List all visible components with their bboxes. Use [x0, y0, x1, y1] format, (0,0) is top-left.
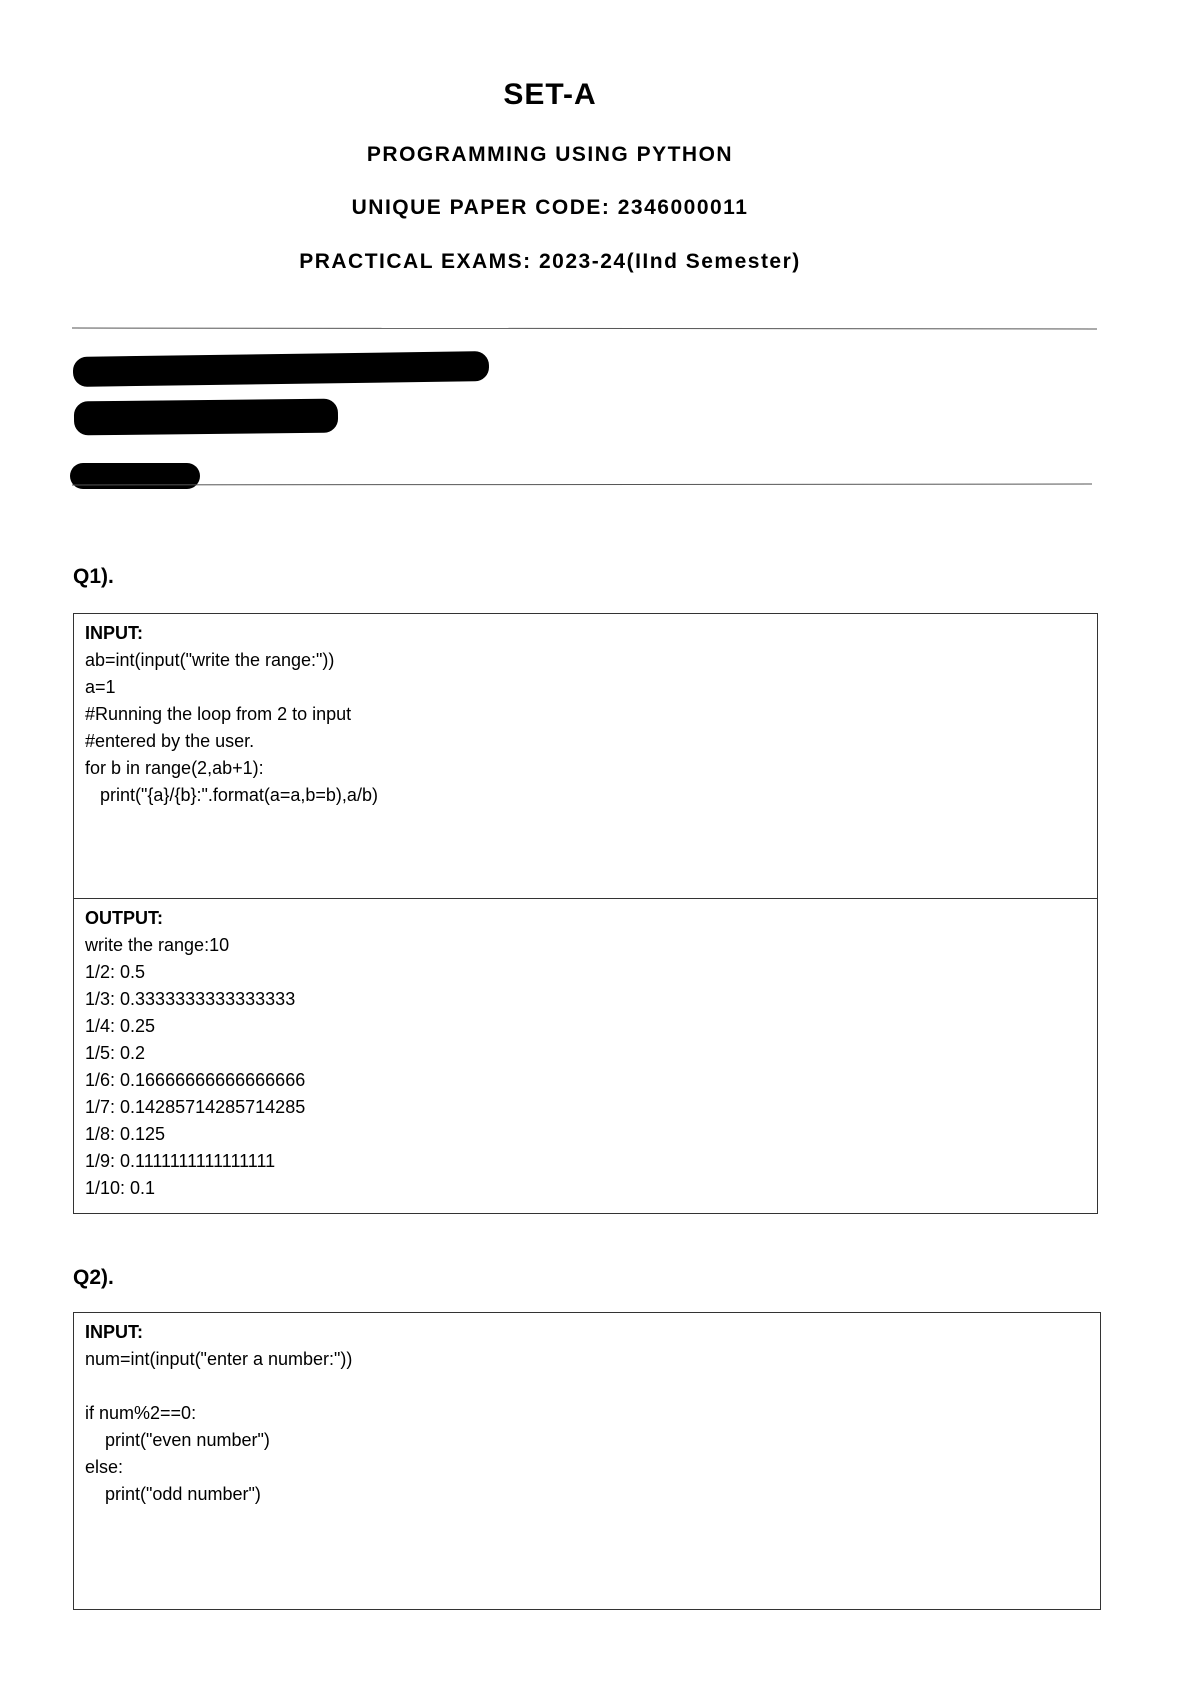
output-line: 1/2: 0.5 — [85, 962, 146, 982]
question-2-input-section — [74, 1313, 1100, 1508]
code-line: print("{a}/{b}:".format(a=a,b=b),a/b) — [85, 785, 378, 805]
set-title: SET-A — [503, 78, 597, 111]
code-line: #entered by the user. — [85, 731, 255, 751]
input-heading: INPUT: — [85, 623, 143, 643]
code-line: num=int(input("enter a number:")) — [85, 1349, 353, 1369]
redaction-mark — [73, 351, 489, 387]
divider-bottom — [72, 484, 1092, 486]
redaction-mark — [74, 399, 338, 436]
code-line: #Running the loop from 2 to input — [85, 704, 352, 724]
paper-code: UNIQUE PAPER CODE: 2346000011 — [351, 196, 749, 219]
output-heading: OUTPUT: — [85, 908, 163, 928]
question-1-input-section — [74, 614, 1097, 899]
output-line: 1/9: 0.1111111111111111 — [85, 1151, 276, 1171]
output-line: 1/3: 0.3333333333333333 — [85, 989, 296, 1009]
question-1-label: Q1). — [73, 565, 114, 588]
divider-top — [72, 328, 1097, 330]
output-line: 1/4: 0.25 — [85, 1016, 156, 1036]
code-line: else: — [85, 1457, 124, 1477]
question-2-box — [73, 1312, 1101, 1610]
subject-title: PROGRAMMING USING PYTHON — [366, 143, 734, 166]
question-1-box — [73, 613, 1098, 1214]
question-1-output-section — [74, 899, 1108, 1219]
code-line: print("odd number") — [85, 1484, 261, 1504]
question-2-label: Q2). — [73, 1266, 114, 1289]
output-line: 1/10: 0.1 — [85, 1178, 156, 1198]
code-line: a=1 — [85, 677, 116, 697]
output-line: write the range:10 — [85, 935, 230, 955]
input-heading: INPUT: — [85, 1322, 143, 1342]
output-line: 1/8: 0.125 — [85, 1124, 166, 1144]
code-line: ab=int(input("write the range:")) — [85, 650, 335, 670]
output-line: 1/5: 0.2 — [85, 1043, 146, 1063]
code-line: if num%2==0: — [85, 1403, 197, 1423]
output-line: 1/7: 0.14285714285714285 — [85, 1097, 306, 1117]
code-line: print("even number") — [85, 1430, 270, 1450]
exam-title: PRACTICAL EXAMS: 2023-24(IInd Semester) — [299, 250, 801, 273]
code-line: for b in range(2,ab+1): — [85, 758, 264, 778]
code-line — [85, 1373, 1100, 1400]
output-line: 1/6: 0.16666666666666666 — [85, 1070, 306, 1090]
